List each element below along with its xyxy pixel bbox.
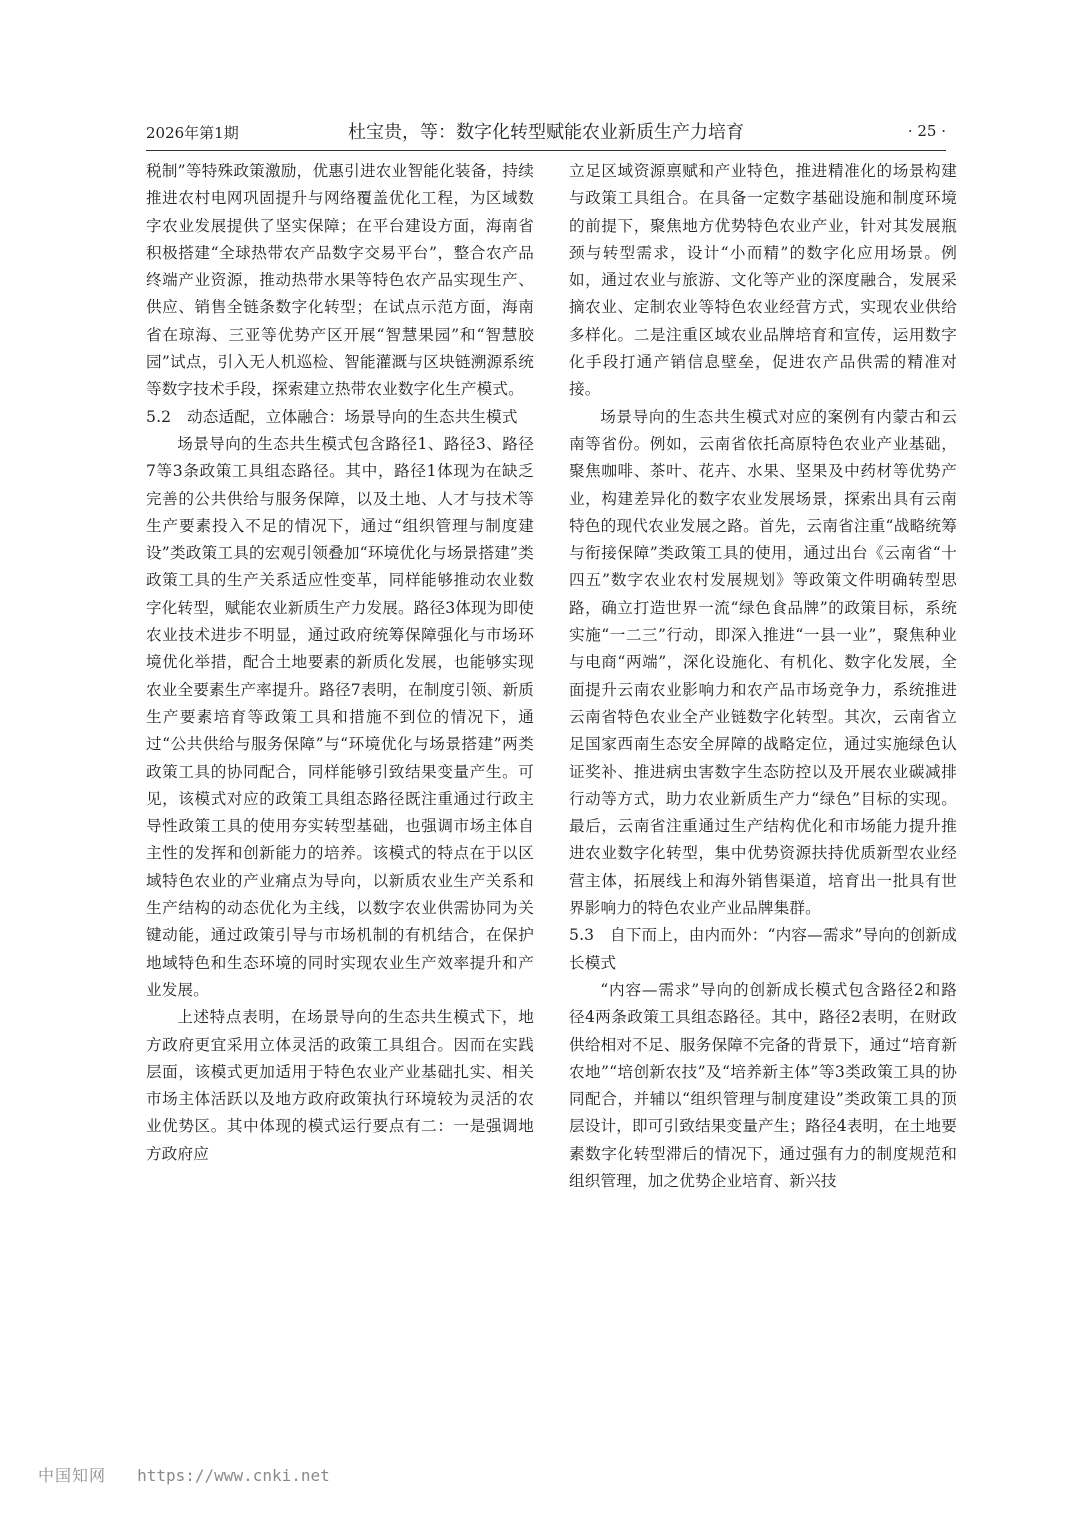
paragraph: 场景导向的生态共生模式包含路径1、路径3、路径7等3条政策工具组态路径。其中，路径1体现为在缺乏完善的公共供给与服务保障，以及土地、人才与技术等生产要素投入不足的情况下，通过“组织管理与制度建设”类政策工具的宏观引领叠加“环境优化与场景搭建”类政策工具的生产关系适应性变革，同样能够推动农业数字化转型，赋能农业新质生产力发展。路径3体现为即使农业技术进步不明显，通过政府统筹保障强化与市场环境优化举措，配合土地要素的新质化发展，也能够实现农业全要素生产率提升。路径7表明，在制度引领、新质生产要素培育等政策工具和措施不到位的情况下，通过“公共供给与服务保障”与“环境优化与场景搭建”两类政策工具的协同配合，同样能够引致结果变量产生。可见，该模式对应的政策工具组态路径既注重通过行政主导性政策工具的使用夯实转型基础，也强调市场主体自主性的发挥和创新能力的培养。该模式的特点在于以区域特色农业的产业痛点为导向，以新质农业生产关系和生产结构的动态优化为主线，以数字农业供需协同为关键动能，通过政策引导与市场机制的有机结合，在保护地域特色和生态环境的同时实现农业生产效率提升和产业发展。 <box>146 434 534 999</box>
watermark-footer <box>38 1463 330 1486</box>
paragraph: “内容—需求”导向的创新成长模式包含路径2和路径4两条政策工具组态路径。其中，路径2表明，在财政供给相对不足、服务保障不完备的背景下，通过“培育新农地”“培创新农技”及“培养新主体”等3类政策工具的协同配合，并辅以“组织管理与制度建设”类政策工具的顶层设计，即可引致结果变量产生；路径4表明，在土地要素数字化转型滞后的情况下，通过强有力的制度规范和组织管理，加之优势企业培育、新兴技 <box>569 980 957 1190</box>
cnki-logo: 中国知网 <box>38 1466 107 1485</box>
running-header <box>146 116 946 151</box>
page-number: · 25 · <box>907 122 946 140</box>
cnki-url[interactable]: https://www.cnki.net <box>137 1466 330 1485</box>
paragraph: 立足区域资源禀赋和产业特色，推进精准化的场景构建与政策工具组合。在具备一定数字基础设施和制度环境的前提下，聚焦地方优势特色农业产业，针对其发展瓶颈与转型需求，设计“小而精”的数字化应用场景。例如，通过农业与旅游、文化等产业的深度融合，发展采摘农业、定制农业等特色农业经营方式，实现农业供给多样化。二是注重区域农业品牌培育和宣传，运用数字化手段打通产销信息壁垒，促进农产品供需的精准对接。 <box>569 162 957 399</box>
left-column <box>146 158 534 1168</box>
paragraph: 税制”等特殊政策激励，优惠引进农业智能化装备，持续推进农村电网巩固提升与网络覆盖优化工程，为区域数字农业发展提供了坚实保障；在平台建设方面，海南省积极搭建“全球热带农产品数字交易平台”，整合农产品终端产业资源，推动热带水果等特色农产品实现生产、供应、销售全链条数字化转型；在试点示范方面，海南省在琼海、三亚等优势产区开展“智慧果园”和“智慧胶园”试点，引入无人机巡检、智能灌溉与区块链溯源系统等数字技术手段，探索建立热带农业数字化生产模式。 <box>146 162 534 399</box>
journal-issue: 2026年第1期 <box>146 124 239 142</box>
section-heading-5-2: 5.2 动态适配，立体融合：场景导向的生态共生模式 <box>146 407 518 426</box>
paragraph: 上述特点表明，在场景导向的生态共生模式下，地方政府更宜采用立体灵活的政策工具组合。因而在实践层面，该模式更加适用于特色农业产业基础扎实、相关市场主体活跃以及地方政府政策执行环境较为灵活的农业优势区。其中体现的模式运行要点有二：一是强调地方政府应 <box>146 1008 534 1163</box>
section-heading-5-3: 5.3 自下而上，由内而外：“内容—需求”导向的创新成长模式 <box>569 926 957 972</box>
right-column <box>569 158 957 1195</box>
article-running-title: 杜宝贵，等：数字化转型赋能农业新质生产力培育 <box>348 122 744 143</box>
paragraph: 场景导向的生态共生模式对应的案例有内蒙古和云南等省份。例如，云南省依托高原特色农业产业基础，聚焦咖啡、茶叶、花卉、水果、坚果及中药材等优势产业，构建差异化的数字农业发展场景，探索出具有云南特色的现代农业发展之路。首先，云南省注重“战略统筹与衔接保障”类政策工具的使用，通过出台《云南省“十四五”数字农业农村发展规划》等政策文件明确转型思路，确立打造世界一流“绿色食品牌”的政策目标，系统实施“一二三”行动，即深入推进“一县一业”，聚焦种业与电商“两端”，深化设施化、有机化、数字化发展，全面提升云南农业影响力和农产品市场竞争力，系统推进云南省特色农业全产业链数字化转型。其次，云南省立足国家西南生态安全屏障的战略定位，通过实施绿色认证奖补、推进病虫害数字生态防控以及开展农业碳减排行动等方式，助力农业新质生产力“绿色”目标的实现。最后，云南省注重通过生产结构优化和市场能力提升推进农业数字化转型，集中优势资源扶持优质新型农业经营主体，拓展线上和海外销售渠道，培育出一批具有世界影响力的特色农业产业品牌集群。 <box>569 407 957 918</box>
